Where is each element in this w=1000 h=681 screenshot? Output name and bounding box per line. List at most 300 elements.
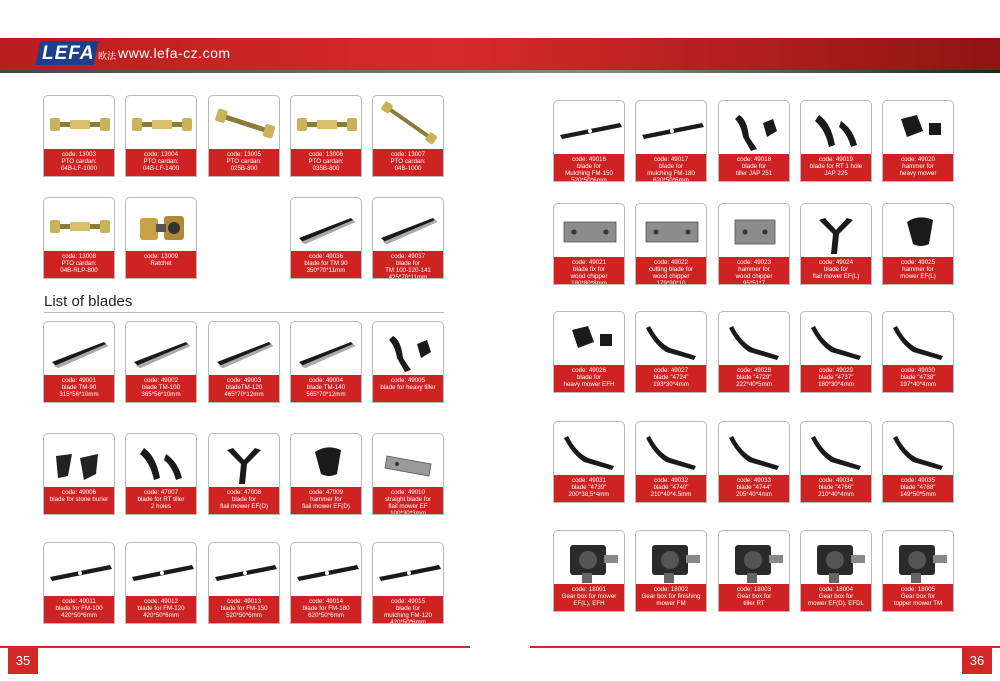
product-caption (126, 596, 196, 623)
product-caption (801, 584, 871, 611)
product-card[interactable] (208, 542, 280, 624)
product-card[interactable] (635, 203, 707, 285)
product-code: code: 49035 (900, 477, 936, 484)
product-description: blade "4744" (736, 484, 772, 491)
product-description: blade for RT tiller (137, 496, 185, 503)
footer-line-right (530, 646, 1000, 648)
header-bar (0, 38, 1000, 70)
product-caption (291, 596, 361, 623)
product-card[interactable] (718, 530, 790, 612)
product-caption (291, 149, 361, 176)
product-description: Gear box for mower (561, 593, 617, 600)
curve-icon (801, 312, 871, 368)
product-caption (373, 596, 443, 623)
product-description: blade "4724" (653, 374, 689, 381)
product-description: blade for stone burier (49, 496, 109, 503)
product-description: heavy mower EFH (563, 381, 615, 388)
product-caption (291, 375, 361, 402)
product-description: 179*90*10 (656, 280, 686, 285)
product-description: blade for FM-150 (220, 605, 268, 612)
chipper-icon (554, 204, 624, 260)
product-description: 315*56*10mm (59, 391, 99, 398)
product-code: code: 49034 (818, 477, 854, 484)
cardan-diag2-icon (373, 96, 443, 152)
logo-text: LEFA (42, 43, 95, 64)
product-code: code: 18001 (571, 586, 607, 593)
product-description: blade for (231, 496, 257, 503)
product-description: EF(L), EFH (573, 600, 605, 607)
product-description: 620*50*6mm (653, 177, 689, 182)
section-divider (44, 312, 444, 313)
product-card[interactable] (718, 311, 790, 393)
long-icon (44, 543, 114, 599)
product-description: 025B-800 (230, 165, 258, 172)
product-description: topper mower TM (893, 600, 943, 607)
product-code: code: 49036 (308, 253, 344, 260)
curve-icon (719, 312, 789, 368)
section-title: List of blades (44, 293, 133, 310)
blade-diag-icon (44, 322, 114, 378)
product-description: blade for (395, 260, 421, 267)
product-description: bladeTM-120 (225, 384, 263, 391)
product-description: Gear box for (818, 593, 854, 600)
product-card[interactable] (43, 433, 115, 515)
product-description: blade for FM-120 (137, 605, 185, 612)
product-code: code: 49021 (571, 259, 607, 266)
product-caption (554, 154, 624, 181)
product-code: code: 49024 (818, 259, 854, 266)
product-card[interactable] (372, 197, 444, 279)
website-url[interactable]: www.lefa-cz.com (118, 45, 231, 61)
cardan-icon (291, 96, 361, 152)
product-description: Ratchet (150, 260, 172, 267)
product-card[interactable] (635, 311, 707, 393)
product-card[interactable] (553, 100, 625, 182)
product-code: code: 49015 (390, 598, 426, 605)
product-description: 04B-LF-1400 (142, 165, 180, 172)
product-description: tiller RT (743, 600, 765, 607)
long-icon (373, 543, 443, 599)
product-code: code: 49027 (653, 367, 689, 374)
product-caption (373, 149, 443, 176)
product-card[interactable] (882, 530, 954, 612)
product-caption (209, 375, 279, 402)
logo-chinese-text: 欧法 (98, 51, 117, 61)
product-caption (883, 365, 953, 392)
product-description: 205*40*4mm (736, 491, 772, 498)
product-caption (44, 251, 114, 278)
product-code: code: 49014 (308, 598, 344, 605)
gearbox-icon (719, 531, 789, 587)
product-code: code: 47009 (308, 489, 344, 496)
product-caption (636, 365, 706, 392)
curve-icon (883, 312, 953, 368)
product-caption (636, 154, 706, 181)
product-caption (209, 596, 279, 623)
product-caption (801, 154, 871, 181)
product-description: blade TM-90 (61, 384, 97, 391)
product-code: code: 13004 (143, 151, 179, 158)
product-description: 210*40*4mm (818, 491, 854, 498)
product-description: 420*50*6mm (61, 612, 97, 619)
blade-diag-icon (291, 198, 361, 254)
long-icon (126, 543, 196, 599)
product-description: 180*30*4mm (818, 381, 854, 388)
gearbox-icon (801, 531, 871, 587)
product-caption (554, 365, 624, 392)
product-caption (373, 251, 443, 278)
product-card[interactable] (208, 433, 280, 515)
product-description: mulching FM-180 (647, 170, 695, 177)
product-code: code: 49019 (818, 156, 854, 163)
product-description: blade for (823, 266, 849, 273)
product-description: blade for (395, 605, 421, 612)
product-code: code: 18004 (818, 586, 854, 593)
product-caption (44, 149, 114, 176)
product-caption (554, 257, 624, 284)
product-description: 222*40*5mm (736, 381, 772, 388)
product-card[interactable] (882, 421, 954, 503)
product-description: blade for (741, 163, 767, 170)
product-description: flail mower EF(D) (220, 503, 268, 510)
product-description: blade "4788" (900, 484, 936, 491)
product-description: PTO cardan: (61, 158, 97, 165)
product-card[interactable] (800, 100, 872, 182)
yblade-icon (209, 434, 279, 490)
gearbox-icon (883, 531, 953, 587)
product-caption (291, 251, 361, 278)
product-code: code: 49020 (900, 156, 936, 163)
product-card[interactable] (125, 197, 197, 279)
product-card[interactable] (553, 421, 625, 503)
product-description: blade for (658, 163, 684, 170)
product-description: blade "4740" (653, 484, 689, 491)
product-code: code: 49031 (571, 477, 607, 484)
product-description: 193*30*4mm (653, 381, 689, 388)
blade-diag-icon (209, 322, 279, 378)
product-description: hammer for (310, 496, 342, 503)
gearbox-icon (554, 531, 624, 587)
product-description: PTO cardan: (390, 158, 426, 165)
product-card[interactable] (882, 311, 954, 393)
product-card[interactable] (125, 542, 197, 624)
cardan-icon (44, 198, 114, 254)
product-card[interactable] (43, 95, 115, 177)
product-card[interactable] (208, 95, 280, 177)
product-description: 420*50*6mm (143, 612, 179, 619)
product-caption (719, 584, 789, 611)
product-description: blade for (576, 374, 602, 381)
product-description: 520*50*6mm (226, 612, 262, 619)
product-caption (209, 487, 279, 514)
product-description: blade for FM-180 (302, 605, 350, 612)
product-code: code: 49012 (143, 598, 179, 605)
product-description: 04B-RLP-800 (60, 267, 98, 274)
product-description: blade fix for (573, 266, 605, 273)
product-card[interactable] (125, 95, 197, 177)
product-description: hammer for (738, 266, 770, 273)
curve-icon (801, 422, 871, 478)
product-description: 95*51*7 (742, 280, 766, 285)
tiller-icon (719, 101, 789, 157)
product-description: 100*30*3mm (390, 510, 426, 515)
product-description: PTO cardan: (143, 158, 179, 165)
product-description: Gear box for (900, 593, 936, 600)
product-description: blade for FM-100 (55, 605, 103, 612)
product-card[interactable] (718, 100, 790, 182)
product-description: cutting blade for (648, 266, 694, 273)
product-caption (126, 487, 196, 514)
product-caption (719, 154, 789, 181)
product-code: code: 13003 (61, 151, 97, 158)
product-code: code: 49026 (571, 367, 607, 374)
product-code: code: 13008 (61, 253, 97, 260)
product-code: code: 49022 (653, 259, 689, 266)
product-description: flail mower EF(L) (812, 273, 860, 280)
product-description: blade "4737" (818, 374, 854, 381)
product-description: blade "4766" (818, 484, 854, 491)
product-caption (801, 257, 871, 284)
curve-icon (719, 422, 789, 478)
curve-icon (883, 422, 953, 478)
product-description: blade for heavy tiller (380, 384, 436, 391)
product-caption (554, 475, 624, 502)
chipper-icon (636, 204, 706, 260)
product-description: 035B-800 (312, 165, 340, 172)
product-code: code: 49001 (61, 377, 97, 384)
product-description: 210*40*4.5mm (650, 491, 692, 498)
product-description: 180*80*8mm (571, 280, 607, 285)
product-description: PTO cardan: (308, 158, 344, 165)
product-code: code: 49037 (390, 253, 426, 260)
product-code: code: 49016 (571, 156, 607, 163)
product-description: 365*56*10mm (141, 391, 181, 398)
product-description: tiller JAP 251 (735, 170, 773, 177)
product-description: JAP 225 (824, 170, 848, 177)
product-card[interactable] (882, 100, 954, 182)
product-card[interactable] (800, 421, 872, 503)
product-card[interactable] (718, 421, 790, 503)
product-card[interactable] (553, 203, 625, 285)
product-description: Gear box for finishing (641, 593, 701, 600)
product-caption (636, 584, 706, 611)
product-code: code: 49005 (390, 377, 426, 384)
product-code: code: 49030 (900, 367, 936, 374)
product-card[interactable] (635, 421, 707, 503)
product-card[interactable] (208, 321, 280, 403)
product-description: 197*40*4mm (900, 381, 936, 388)
product-description: Mulching FM-150 (565, 170, 613, 177)
product-code: code: 49023 (736, 259, 772, 266)
product-code: code: 49033 (736, 477, 772, 484)
lefa-logo[interactable] (38, 41, 116, 65)
product-code: code: 49018 (736, 156, 772, 163)
blade-diag-icon (373, 198, 443, 254)
long-icon (209, 543, 279, 599)
product-description: hammer for (902, 266, 934, 273)
product-code: code: 18002 (653, 586, 689, 593)
product-description: flail mower EF (388, 503, 428, 510)
long-icon (636, 101, 706, 157)
product-description: 350*70*11mm (306, 267, 346, 274)
product-description: blade "4739" (571, 484, 607, 491)
curve-icon (636, 312, 706, 368)
hammer-icon (291, 434, 361, 490)
product-caption (373, 375, 443, 402)
product-card[interactable] (290, 542, 362, 624)
product-description: 04B-LF-1000 (60, 165, 98, 172)
product-code: code: 49025 (900, 259, 936, 266)
product-description: flail mower EF(D) (302, 503, 350, 510)
product-code: code: 13009 (143, 253, 179, 260)
product-card[interactable] (43, 321, 115, 403)
product-card[interactable] (372, 321, 444, 403)
product-card[interactable] (290, 433, 362, 515)
product-code: code: 13007 (390, 151, 426, 158)
product-card[interactable] (43, 197, 115, 279)
product-description: wood chipper (652, 273, 690, 280)
product-card[interactable] (635, 100, 707, 182)
product-code: code: 49002 (143, 377, 179, 384)
product-description: 420*50*6mm (390, 619, 426, 624)
long-icon (554, 101, 624, 157)
chipper2-icon (719, 204, 789, 260)
plate-icon (373, 434, 443, 490)
product-code: code: 49006 (61, 489, 97, 496)
product-description: 565*70*12mm (306, 391, 346, 398)
product-code: code: 47008 (226, 489, 262, 496)
gearbox-icon (636, 531, 706, 587)
product-description: 520*50*6mm (571, 177, 607, 182)
product-description: 149*50*5mm (900, 491, 936, 498)
product-caption (883, 475, 953, 502)
product-caption (209, 149, 279, 176)
curve-icon (636, 422, 706, 478)
product-caption (126, 375, 196, 402)
product-card[interactable] (43, 542, 115, 624)
product-caption (44, 375, 114, 402)
product-description: blade for (576, 163, 602, 170)
product-caption (883, 154, 953, 181)
product-caption (126, 149, 196, 176)
product-card[interactable] (718, 203, 790, 285)
stone-icon (44, 434, 114, 490)
product-card[interactable] (553, 530, 625, 612)
yblade-icon (801, 204, 871, 260)
product-code: code: 49013 (226, 598, 262, 605)
product-description: mower EF(L) (900, 273, 936, 280)
product-description: 425*70*11mm (388, 274, 428, 279)
product-card[interactable] (372, 95, 444, 177)
product-description: mulching FM-120 (384, 612, 432, 619)
product-code: code: 49032 (653, 477, 689, 484)
product-caption (719, 365, 789, 392)
product-caption (44, 596, 114, 623)
product-card[interactable] (882, 203, 954, 285)
tiller-icon (373, 322, 443, 378)
product-description: TM 100-120-141 (385, 267, 431, 274)
page-number-right: 36 (962, 648, 992, 674)
product-caption (291, 487, 361, 514)
product-caption (636, 475, 706, 502)
product-description: blade TM-100 (141, 384, 181, 391)
product-description: Gear box for (736, 593, 772, 600)
product-card[interactable] (125, 321, 197, 403)
heavyhammer-icon (883, 101, 953, 157)
product-caption (883, 584, 953, 611)
product-code: code: 13005 (226, 151, 262, 158)
product-description: wood chipper (735, 273, 773, 280)
product-card[interactable] (800, 203, 872, 285)
product-card[interactable] (290, 321, 362, 403)
product-description: heavy mower (899, 170, 937, 177)
cardan-diag-icon (209, 96, 279, 152)
product-card[interactable] (800, 311, 872, 393)
product-description: 200*38,5*4mm (568, 491, 610, 498)
product-code: code: 18003 (736, 586, 772, 593)
product-caption (554, 584, 624, 611)
product-code: code: 49017 (653, 156, 689, 163)
product-caption (801, 475, 871, 502)
long-icon (291, 543, 361, 599)
product-card[interactable] (553, 311, 625, 393)
product-description: mower FM (656, 600, 686, 607)
product-card[interactable] (800, 530, 872, 612)
product-card[interactable] (372, 433, 444, 515)
cardan-icon (44, 96, 114, 152)
product-caption (44, 487, 114, 514)
rt-icon (126, 434, 196, 490)
product-card[interactable] (125, 433, 197, 515)
product-description: PTO cardan: (61, 260, 97, 267)
ratchet-icon (126, 198, 196, 254)
product-code: code: 18005 (900, 586, 936, 593)
cardan-icon (126, 96, 196, 152)
product-description: blade "4738" (900, 374, 936, 381)
product-description: hammer for (902, 163, 934, 170)
product-code: code: 49004 (308, 377, 344, 384)
product-card[interactable] (290, 95, 362, 177)
rt-icon (801, 101, 871, 157)
heavyhammer-icon (554, 312, 624, 368)
product-description: 04B-1000 (394, 165, 422, 172)
product-description: PTO cardan: (226, 158, 262, 165)
product-description: mower EF(D), EFDL (807, 600, 865, 607)
product-code: code: 49003 (226, 377, 262, 384)
product-description: 465*70*12mm (224, 391, 264, 398)
product-card[interactable] (290, 197, 362, 279)
product-description: blade for TM 90 (304, 260, 348, 267)
product-caption (373, 487, 443, 514)
curve-icon (554, 422, 624, 478)
blade-diag-icon (291, 322, 361, 378)
product-description: wood chipper (570, 273, 608, 280)
product-code: code: 49028 (736, 367, 772, 374)
product-caption (636, 257, 706, 284)
product-description: blade "4729" (736, 374, 772, 381)
product-code: code: 49010 (390, 489, 426, 496)
product-caption (126, 251, 196, 278)
product-code: code: 13006 (308, 151, 344, 158)
product-description: straight blade for (384, 496, 432, 503)
product-caption (719, 475, 789, 502)
footer-line-left (0, 646, 470, 648)
product-code: code: 49029 (818, 367, 854, 374)
product-card[interactable] (372, 542, 444, 624)
product-code: code: 49011 (62, 598, 96, 605)
product-description: blade TM-140 (306, 384, 346, 391)
product-card[interactable] (635, 530, 707, 612)
